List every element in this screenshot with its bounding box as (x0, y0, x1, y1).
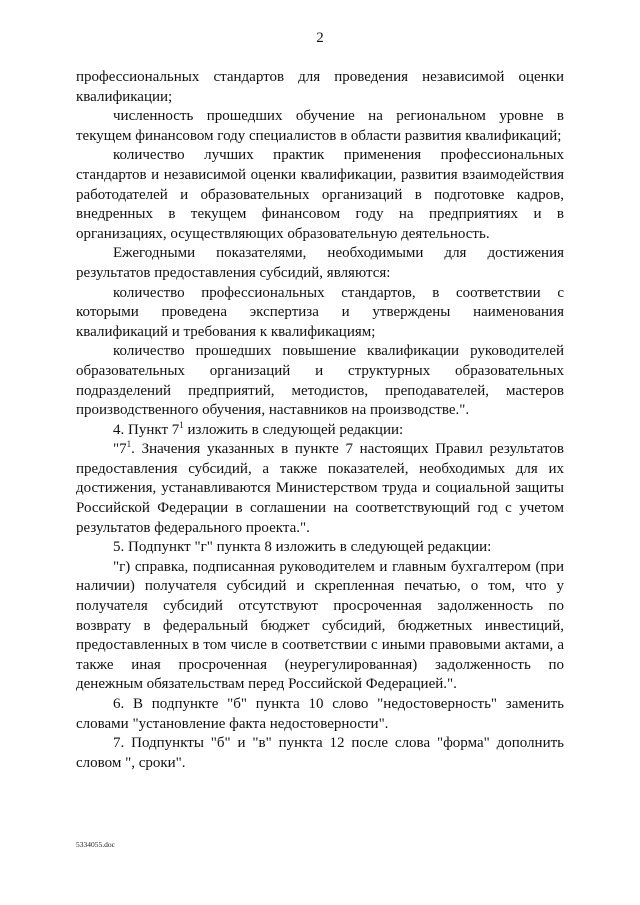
paragraph: Ежегодными показателями, необходимыми для достижения результатов предоставления субсидий, являются: (76, 245, 564, 281)
paragraph: "г) справка, подписанная руководителем и главным бухгалтером (при наличии) получателя субсидий и скрепленная печатью, о том, что у получателя субсидий отсутствуют просроченная задолженность по возврату в федеральный бюджет субсидий, бюджетных инвестиций, предоставленных в том числе в соответствии с иными правовыми актами, а также иная просроченная (неурегулированная) задолженность по денежным обязательствам перед Российской Федерацией.". (76, 558, 564, 693)
paragraph: количество лучших практик применения профессиональных стандартов и независимой оценки квалификации, развития взаимодействия работодателей и образовательных организаций в подготовке кадров, внедренных в текущем финансовом году на предприятиях и в организациях, осуществляющих образовательную деятельность. (76, 147, 564, 242)
item-4-quote-before: "7 (113, 441, 127, 458)
paragraph: количество прошедших повышение квалификации руководителей образовательных организаций и структурных образовательных подразделений предприятий, методистов, преподавателей, мастеров производственного обучения, наставников на производстве.". (76, 343, 564, 419)
item-4-quote-superscript: 1 (126, 439, 132, 450)
paragraph: количество профессиональных стандартов, в соответствии с которыми проведена экспертиза и утверждены наименования квалификаций и требования к квалификациям; (76, 284, 564, 340)
item-4-heading (76, 421, 564, 441)
item-4-quote (76, 440, 564, 538)
paragraph: 7. Подпункты "б" и "в" пункта 12 после слова "форма" дополнить словом ", сроки". (76, 735, 564, 771)
item-4-text-after: изложить в следующей редакции: (183, 421, 404, 438)
paragraph: профессиональных стандартов для проведения независимой оценки квалификации; (76, 69, 564, 105)
document-body (76, 68, 564, 773)
paragraph: численность прошедших обучение на региональном уровне в текущем финансовом году специалистов в области развития квалификаций; (76, 108, 564, 144)
item-4-quote-after: . Значения указанных в пункте 7 настоящих Правил результатов предоставления субсидий, а также показателей, необходимых для их достижения, устанавливаются Министерством труда и социальной защиты Российской Федерации в соглашении на соответствующий год с учетом результатов федерального проекта.". (76, 441, 564, 536)
item-4-superscript: 1 (179, 419, 184, 430)
paragraph: 6. В подпункте "б" пункта 10 слово "недостоверность" заменить словами "установление факта недостоверности". (76, 696, 564, 732)
document-filename: 5334055.doc (76, 840, 115, 849)
item-4-text-before: 4. Пункт 7 (113, 421, 180, 438)
page-number: 2 (316, 30, 324, 46)
paragraph: 5. Подпункт "г" пункта 8 изложить в следующей редакции: (113, 539, 492, 556)
